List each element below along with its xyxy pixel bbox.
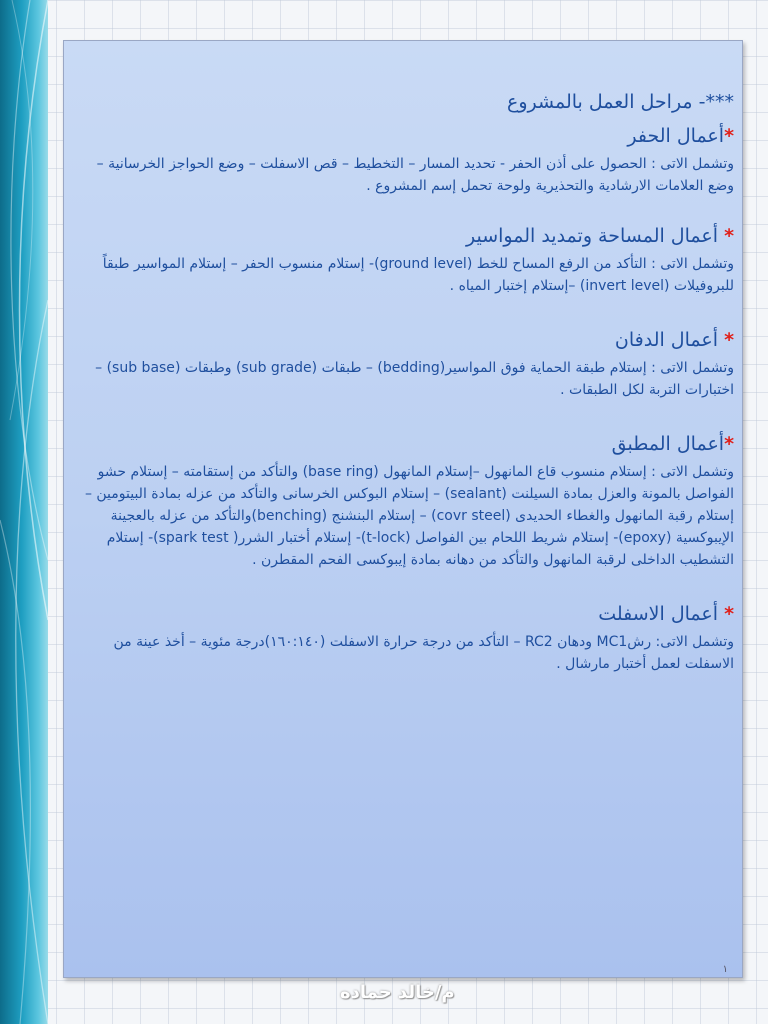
page-title: ***- مراحل العمل بالمشروع xyxy=(507,91,734,113)
section-text: وتشمل الاتى : إستلام منسوب قاع المانهول –إستلام المانهول (base ring) والتأكد من إستقامته – إستلام حشو الفواصل بالمونة والعزل بمادة السيلنت (sealant) – إستلام البوكس الخرسانى والتأكد من عزله بمادة البيتومين – إستلام رقبة المانهول والغطاء الحديدى (covr steel) – إستلام البنشنج (benching)والتأكد من عزله بالعجينة الإيبوكسية (epoxy)- إستلام شريط اللحام بين الفواصل (t-lock)- إستلام أختبار الشرر( spark test)- إستلام التشطيب الداخلى لرقبة المانهول والتأكد من دهانه بمادة إيبوكسى الفحم المقطرن . xyxy=(84,464,734,568)
bullet-star-icon: * xyxy=(724,125,734,147)
section-text: وتشمل الاتى : التأكد من الرفع المساح للخط (ground level)- إستلام منسوب الحفر – إستلام المواسير طبقاً للبروفيلات (invert level) –إستلام إختبار المياه . xyxy=(102,256,734,294)
bullet-star-icon: * xyxy=(724,329,734,351)
section-asphalt xyxy=(76,601,734,675)
decorative-side-band xyxy=(0,0,48,1024)
section-heading-label: أعمال الاسفلت xyxy=(598,603,719,625)
section-heading-label: أعمال الدفان xyxy=(614,329,719,351)
author-signature: م/خالد حماده xyxy=(340,982,455,1003)
page-number: ١ xyxy=(722,964,728,975)
section-text: وتشمل الاتى : إستلام طبقة الحماية فوق المواسير(bedding) – طبقات (sub grade) وطبقات (sub base) – اختبارات التربة لكل الطبقات . xyxy=(95,360,734,398)
section-manholes xyxy=(76,431,734,571)
section-heading xyxy=(76,601,734,627)
section-heading xyxy=(76,327,734,353)
bullet-star-icon: * xyxy=(724,433,734,455)
section-text: وتشمل الاتى: رشMC1 ودهان RC2 – التأكد من درجة حرارة الاسفلت (١٦٠:١٤٠)درجة مئوية – أخذ عينة من الاسفلت لعمل أختبار مارشال . xyxy=(113,634,734,672)
section-heading xyxy=(76,431,734,457)
section-heading xyxy=(76,223,734,249)
section-heading xyxy=(76,123,734,149)
section-heading-label: أعمال المساحة وتمديد المواسير xyxy=(466,225,719,247)
section-excavation xyxy=(76,123,734,197)
section-heading-label: أعمال الحفر xyxy=(627,125,725,147)
section-surveying xyxy=(76,223,734,297)
section-heading-label: أعمال المطبق xyxy=(611,433,725,455)
document-card xyxy=(63,40,743,978)
section-text: وتشمل الاتى : الحصول على أذن الحفر - تحديد المسار – التخطيط – قص الاسفلت – وضع الحواجز الخرسانية – وضع العلامات الارشادية والتحذيرية ولوحة تحمل إسم المشروع . xyxy=(96,156,734,194)
document-content xyxy=(76,89,734,675)
section-backfill xyxy=(76,327,734,401)
decorative-curves xyxy=(0,0,48,1024)
bullet-star-icon: * xyxy=(724,603,734,625)
bullet-star-icon: * xyxy=(724,225,734,247)
